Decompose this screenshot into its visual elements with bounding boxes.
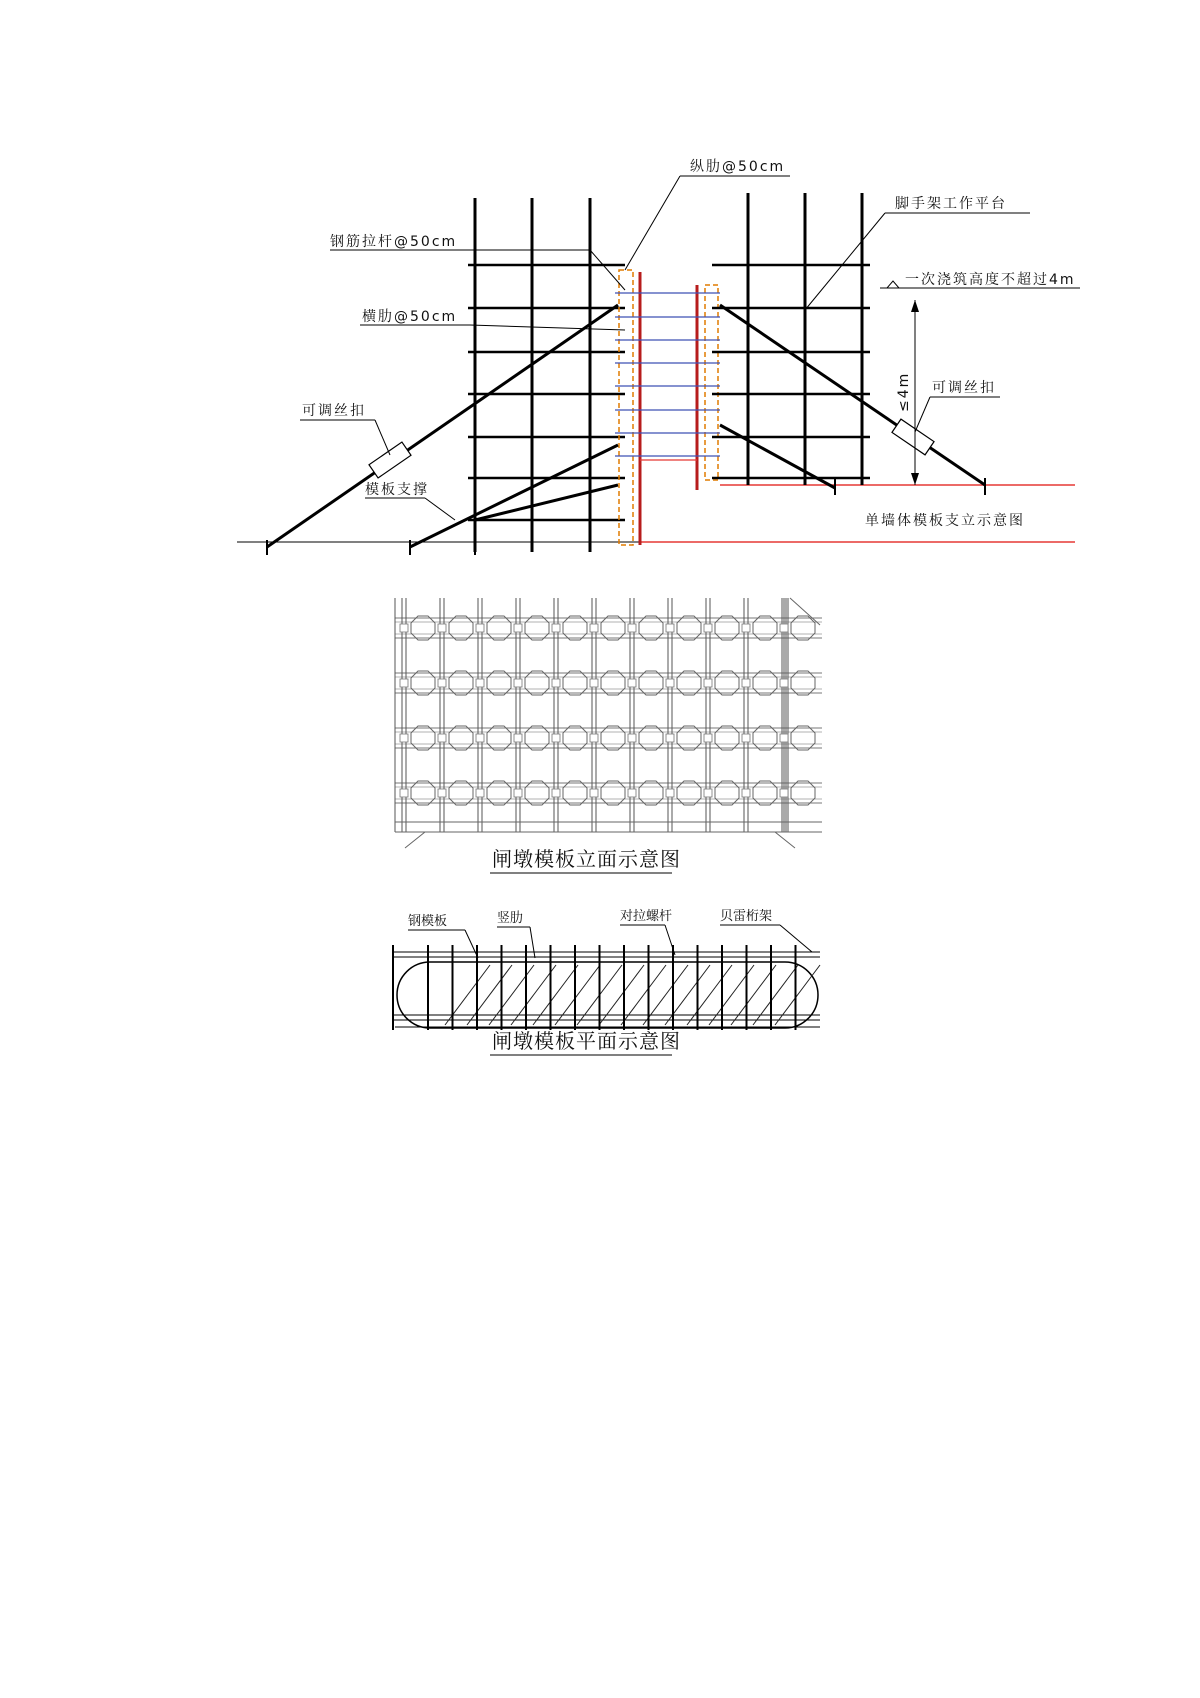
height-dimension-label: ≤4m [896,371,912,412]
elevation-base [395,822,822,848]
node-square [590,734,598,742]
hatch-line [731,965,776,1025]
node-square [742,624,750,632]
node-square [666,734,674,742]
node-square [400,789,408,797]
section-caption: 单墙体模板支立示意图 [865,513,1025,529]
node-octagon [791,726,815,750]
node-octagon [563,781,587,805]
node-square [476,734,484,742]
node-octagon [525,781,549,805]
node-square [438,734,446,742]
node-square [552,734,560,742]
node-square [666,624,674,632]
node-octagon [601,726,625,750]
left-scaffold-verticals [475,198,590,552]
node-octagon [639,671,663,695]
node-octagon [411,781,435,805]
hatch-line [643,965,688,1025]
hatch-line [753,965,798,1025]
node-square [666,789,674,797]
node-octagon [715,781,739,805]
elevation-leader [790,598,820,625]
node-octagon [791,616,815,640]
hatch-line [533,965,578,1025]
node-octagon [411,616,435,640]
right-scaffold-horizontals [712,265,870,478]
node-octagon [525,671,549,695]
adjustable-screw-right-label: 可调丝扣 [932,380,996,396]
node-square [552,789,560,797]
node-square [742,679,750,687]
pier-elevation-view [395,598,822,873]
node-square [514,789,522,797]
node-octagon [715,726,739,750]
node-square [400,624,408,632]
node-square [514,679,522,687]
scaffold-platform-label: 脚手架工作平台 [895,196,1007,212]
node-square [628,624,636,632]
node-octagon [525,726,549,750]
node-octagon [639,726,663,750]
node-square [628,734,636,742]
rebar-tie-label: 钢筋拉杆@50cm [330,234,458,250]
node-octagon [791,671,815,695]
node-square [666,679,674,687]
longitudinal-rib-label: 纵肋@50cm [690,159,786,175]
node-square [780,679,788,687]
elevation-view-title: 闸墩模板立面示意图 [492,847,681,871]
node-square [704,734,712,742]
hatch-line [511,965,556,1025]
hatch-line [665,965,710,1025]
steel-formwork-label: 钢模板 [408,914,448,929]
node-square [476,789,484,797]
diagonal-supports [267,305,985,547]
node-octagon [487,671,511,695]
node-octagon [563,616,587,640]
hatch-line [467,965,512,1025]
node-octagon [449,726,473,750]
node-square [628,789,636,797]
wall-formwork-section [237,158,1080,555]
adjustable-screw-left-icon [369,442,411,478]
node-square [590,679,598,687]
node-octagon [449,671,473,695]
node-octagon [563,726,587,750]
node-square [400,734,408,742]
pour-height-note: 一次浇筑高度不超过4m [905,272,1076,288]
node-octagon [487,781,511,805]
node-square [742,789,750,797]
node-square [704,624,712,632]
node-square [400,679,408,687]
hatch-line [621,965,666,1025]
node-square [704,789,712,797]
node-octagon [715,671,739,695]
elevation-grid [395,598,822,832]
tie-bolt-label: 对拉螺杆 [620,909,673,924]
rebar-ties [615,293,720,456]
node-octagon [487,616,511,640]
node-octagon [791,781,815,805]
node-octagon [449,781,473,805]
node-octagon [525,616,549,640]
leader-lines [300,176,1030,520]
node-octagon [677,726,701,750]
node-octagon [753,726,777,750]
plan-view-title: 闸墩模板平面示意图 [492,1029,681,1053]
node-square [552,624,560,632]
node-square [780,734,788,742]
right-formwork-panel [697,285,718,490]
node-square [438,789,446,797]
node-square [590,624,598,632]
plan-vertical-ribs [393,945,820,1030]
node-octagon [677,671,701,695]
node-octagon [601,671,625,695]
node-square [438,624,446,632]
node-square [780,624,788,632]
bailey-truss-label: 贝雷桁架 [720,909,773,924]
node-octagon [411,671,435,695]
pier-outline [397,962,818,1028]
node-square [476,624,484,632]
plan-leader-lines [408,925,812,958]
node-octagon [715,616,739,640]
adjustable-screw-right-icon [892,419,934,455]
node-square [552,679,560,687]
node-octagon [563,671,587,695]
node-octagon [411,726,435,750]
node-octagon [487,726,511,750]
node-octagon [677,616,701,640]
node-octagon [677,781,701,805]
node-square [514,624,522,632]
formwork-support-label: 模板支撑 [365,482,429,498]
node-octagon [753,616,777,640]
node-square [704,679,712,687]
node-square [590,789,598,797]
pier-plan-view [392,908,820,1055]
right-scaffold-verticals [748,193,862,485]
node-octagon [449,616,473,640]
node-square [514,734,522,742]
hatch-line [775,965,820,1025]
node-square [476,679,484,687]
node-octagon [639,781,663,805]
node-square [780,789,788,797]
adjustable-screw-left-label: 可调丝扣 [302,403,366,419]
node-octagon [601,616,625,640]
hatch-line [489,965,534,1025]
node-square [628,679,636,687]
hatch-line [687,965,732,1025]
left-formwork-panel [619,270,640,545]
transverse-rib-label: 横肋@50cm [362,309,458,325]
hatch-line [599,965,644,1025]
node-octagon [753,671,777,695]
hatch-line [555,965,600,1025]
node-square [742,734,750,742]
node-square [438,679,446,687]
node-octagon [601,781,625,805]
node-octagon [639,616,663,640]
vertical-rib-label: 竖肋 [497,911,524,926]
node-octagon [753,781,777,805]
